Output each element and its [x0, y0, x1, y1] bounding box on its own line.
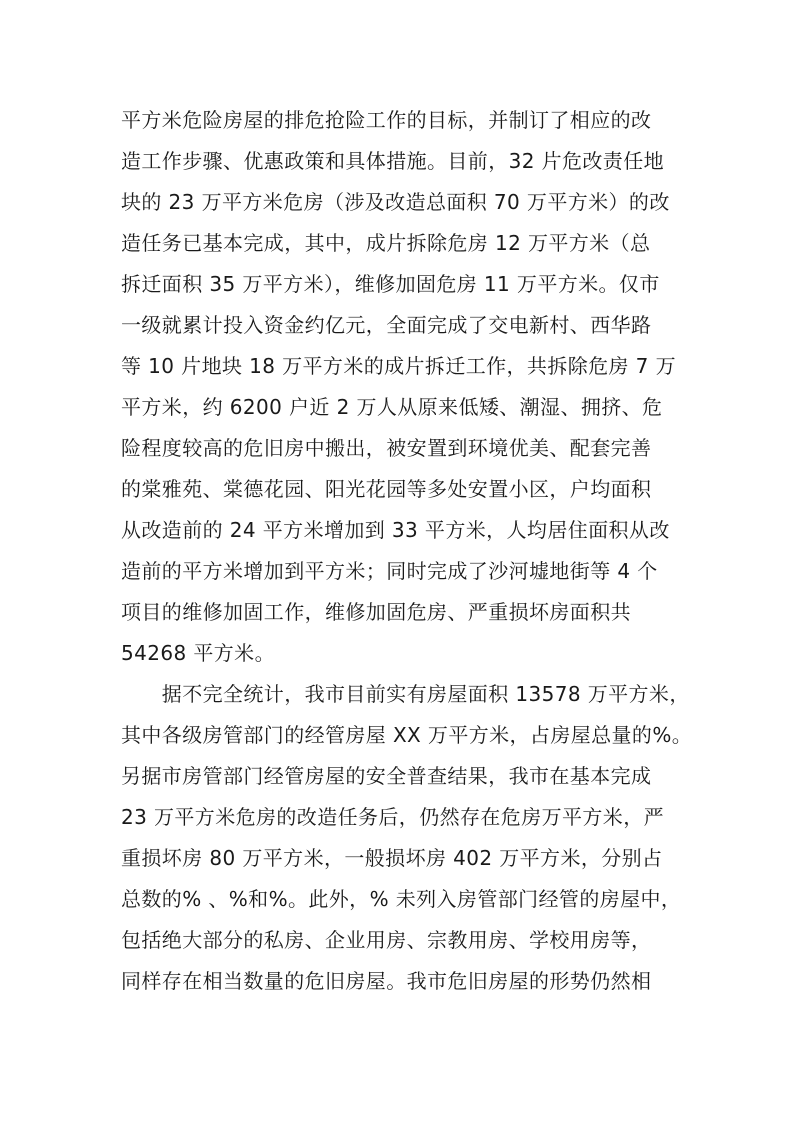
text-line: 从改造前的 24 平方米增加到 33 平方米，人均居住面积从改	[121, 518, 670, 542]
text-line: 23 万平方米危房的改造任务后，仍然存在危房万平方米，严	[121, 805, 665, 829]
text-line: 一级就累计投入资金约亿元，全面完成了交电新村、西华路	[121, 313, 652, 337]
text-line: 同样存在相当数量的危旧房屋。我市危旧房屋的形势仍然相	[121, 969, 652, 993]
text-line: 另据市房管部门经管房屋的安全普查结果，我市在基本完成	[121, 764, 652, 788]
text-line: 平方米危险房屋的排危抢险工作的目标，并制订了相应的改	[121, 108, 652, 132]
text-line: 拆迁面积 35 万平方米），维修加固危房 11 万平方米。仅市	[121, 272, 660, 296]
text-line: 重损坏房 80 万平方米，一般损坏房 402 万平方米，分别占	[121, 846, 663, 870]
text-line: 等 10 片地块 18 万平方米的成片拆迁工作，共拆除危房 7 万	[121, 354, 676, 378]
text-line: 平方米，约 6200 户近 2 万人从原来低矮、潮湿、拥挤、危	[121, 395, 663, 419]
text-line: 54268 平方米。	[121, 641, 275, 665]
text-line: 的棠雅苑、棠德花园、阳光花园等多处安置小区，户均面积	[121, 477, 652, 501]
text-line: 包括绝大部分的私房、企业用房、宗教用房、学校用房等，	[121, 928, 652, 952]
text-line: 块的 23 万平方米危房（涉及改造总面积 70 万平方米）的改	[121, 190, 670, 214]
text-line: 项目的维修加固工作，维修加固危房、严重损坏房面积共	[121, 600, 631, 624]
text-line: 其中各级房管部门的经管房屋 XX 万平方米，占房屋总量的%。	[121, 723, 693, 747]
text-line: 造工作步骤、优惠政策和具体措施。目前，32 片危改责任地	[121, 149, 665, 173]
text-line: 造任务已基本完成，其中，成片拆除危房 12 万平方米（总	[121, 231, 651, 255]
paragraph-start-line: 据不完全统计，我市目前实有房屋面积 13578 万平方米，	[121, 682, 690, 706]
text-line: 造前的平方米增加到平方米；同时完成了沙河墟地街等 4 个	[121, 559, 658, 583]
text-line: 总数的% 、%和%。此外，% 未列入房管部门经管的房屋中，	[121, 887, 682, 911]
text-line: 险程度较高的危旧房中搬出，被安置到环境优美、配套完善	[121, 436, 652, 460]
